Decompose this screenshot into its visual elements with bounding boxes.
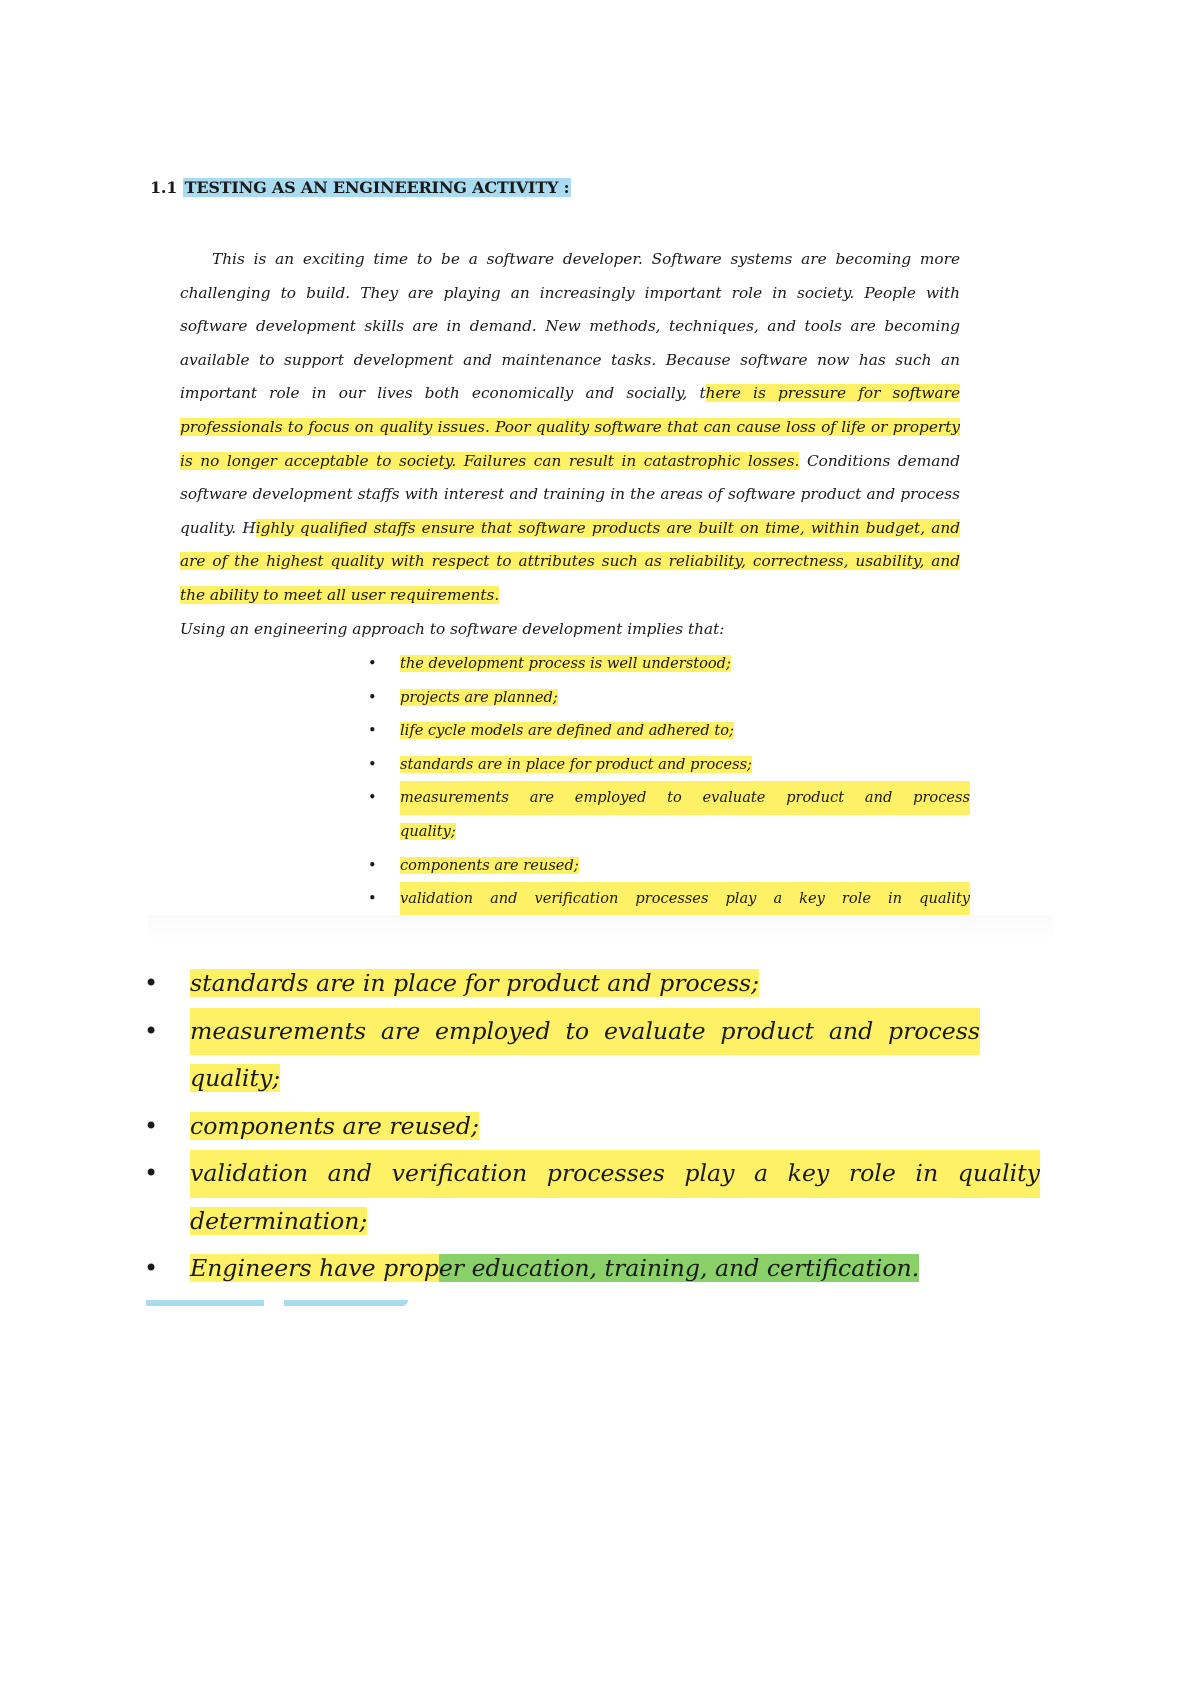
list-item: • the development process is well understood; [368, 647, 998, 681]
enlarged-list [140, 960, 1040, 1293]
paragraph-highlight-1: here is pressure for software professionals to focus on quality issues. Poor quality software that can cause loss of life or property is no longer acceptable to society. Failures can result in catastrophic losses. [180, 384, 960, 470]
engineering-approach-list [368, 647, 998, 916]
section-number: 1.1 [150, 178, 178, 197]
list-item: • validation and verification processes play a key role in quality [368, 882, 998, 916]
list-item: • projects are planned; [368, 681, 998, 715]
list-item: • measurements are employed to evaluate product and process quality; [140, 1008, 1040, 1103]
list-item: • components are reused; [140, 1103, 1040, 1151]
section-heading [150, 178, 571, 197]
crop-shadow [148, 915, 1053, 945]
section-title: TESTING AS AN ENGINEERING ACTIVITY : [184, 178, 570, 197]
list-item: • Engineers have proper education, training, and certification. [140, 1245, 1040, 1293]
paragraph-text-1: This is an exciting time to be a software developer. Software systems are becoming more challenging to build. They are playing an increasingly important role in society. People with software development skills are in demand. New methods, techniques, and tools are becoming available to support development and maintenance tasks. Because software now has such an important role in our lives both economically and socially, t [180, 250, 960, 403]
paragraph-highlight-2: ighly qualified staffs ensure that software products are built on time, within budget, and are of the highest quality with respect to attributes such as reliability, correctness, usability, and the ability to meet all user requirements. [180, 518, 960, 604]
highlight-underline [146, 1300, 408, 1306]
list-item: • components are reused; [368, 849, 998, 883]
list-item: • validation and verification processes play a key role in quality determination; [140, 1150, 1040, 1245]
list-item: • standards are in place for product and process; [140, 960, 1040, 1008]
body-paragraph [180, 243, 960, 613]
list-item: • standards are in place for product and process; [368, 748, 998, 782]
list-item: • measurements are employed to evaluate product and process quality; [368, 781, 998, 848]
intro-sentence: Using an engineering approach to software development implies that: [180, 620, 725, 638]
list-item: • life cycle models are defined and adhered to; [368, 714, 998, 748]
paragraph-text-2: Conditions demand software development staffs with interest and training in the areas of software product and process quality. H [180, 451, 960, 537]
